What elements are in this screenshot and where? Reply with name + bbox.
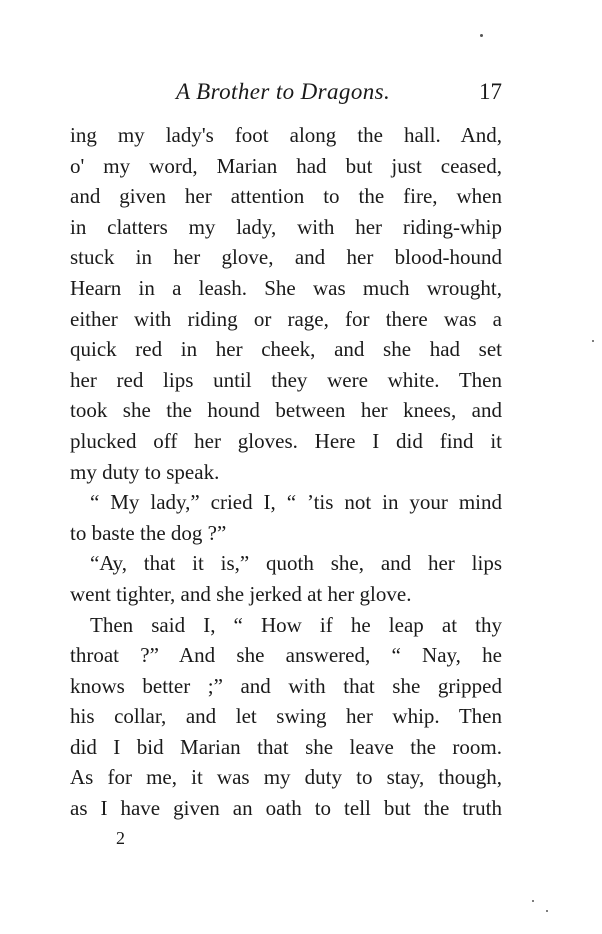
text-line: took she the hound between her knees, and <box>70 398 502 423</box>
running-title: A Brother to Dragons. <box>176 79 391 104</box>
text-line: my duty to speak. <box>70 459 220 484</box>
text-line: her red lips until they were white. Then <box>70 367 502 392</box>
print-speck <box>480 34 483 37</box>
text-line: “ My lady,” cried I, “ ’tis not in your mind <box>90 490 502 515</box>
text-line: quick red in her cheek, and she had set <box>70 337 502 362</box>
text-line: in clatters my lady, with her riding-whip <box>70 214 502 239</box>
running-head <box>70 76 502 108</box>
text-line: either with riding or rage, for there was a <box>70 306 502 331</box>
signature-mark: 2 <box>116 828 125 848</box>
text-line: Hearn in a leash. She was much wrought, <box>70 275 502 300</box>
text-line: his collar, and let swing her whip. Then <box>70 704 502 729</box>
text-line: went tighter, and she jerked at her glove. <box>70 581 412 606</box>
text-line: Then said I, “ How if he leap at thy <box>90 612 502 637</box>
text-line: stuck in her glove, and her blood-hound <box>70 245 502 270</box>
text-line: plucked off her gloves. Here I did find it <box>70 428 502 453</box>
print-speck <box>546 910 548 912</box>
text-line: o' my word, Marian had but just ceased, <box>70 153 502 178</box>
text-line: throat ?” And she answered, “ Nay, he <box>70 643 502 668</box>
text-line: ing my lady's foot along the hall. And, <box>70 123 502 147</box>
text-line: “Ay, that it is,” quoth she, and her lips <box>90 551 502 576</box>
page-number: 17 <box>479 79 502 104</box>
text-line: as I have given an oath to tell but the truth <box>70 796 502 821</box>
text-line: to baste the dog ?” <box>70 520 227 545</box>
body-text <box>70 120 502 824</box>
text-line: and given her attention to the fire, when <box>70 184 502 209</box>
text-line: did I bid Marian that she leave the room. <box>70 734 502 759</box>
print-speck <box>592 340 594 342</box>
print-speck <box>532 900 534 902</box>
text-line: As for me, it was my duty to stay, though, <box>70 765 502 790</box>
text-line: knows better ;” and with that she gripped <box>70 673 502 698</box>
